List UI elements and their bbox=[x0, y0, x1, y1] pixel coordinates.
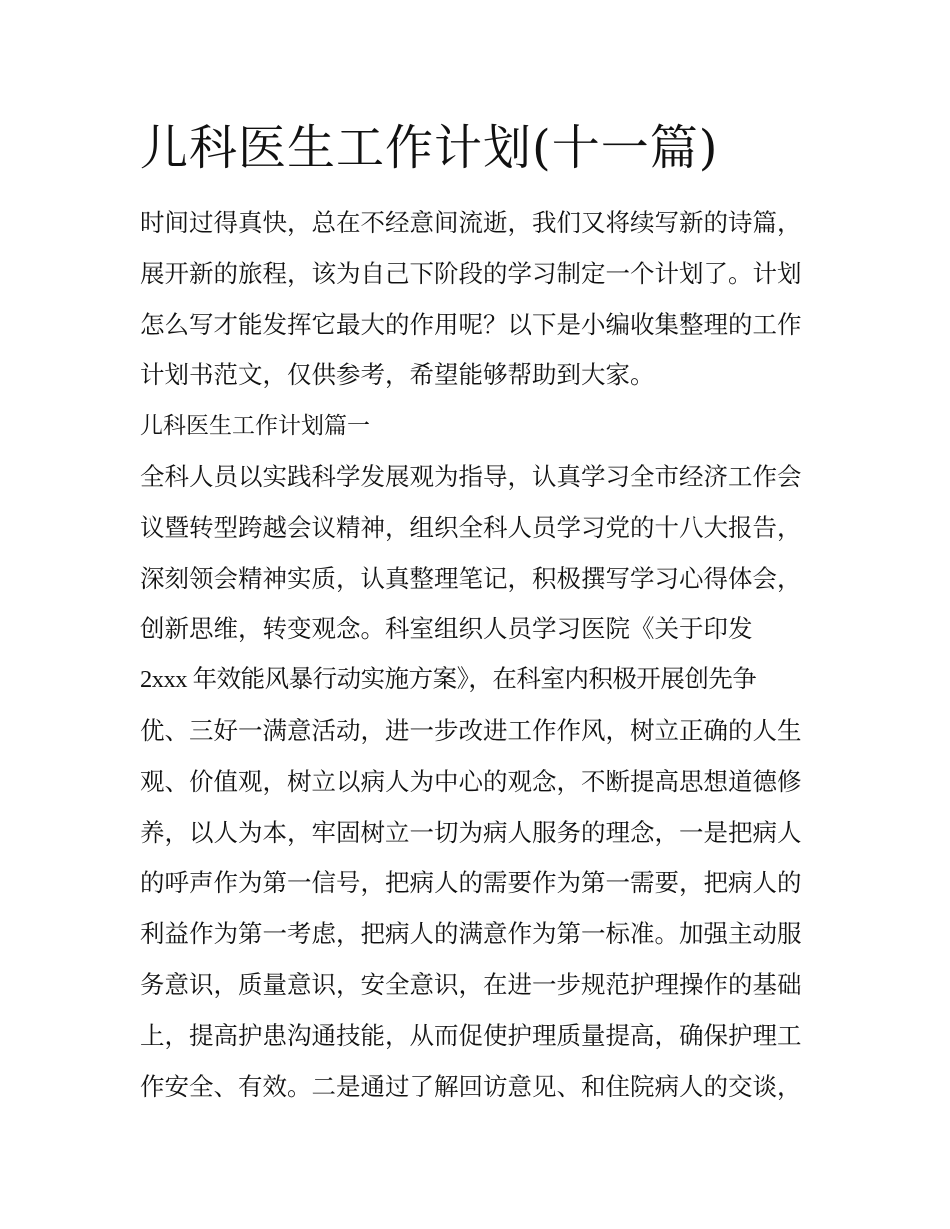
body-line-section-11: 务意识，质量意识，安全意识，在进一步规范护理操作的基础 bbox=[140, 969, 802, 999]
body-line-section-13: 作安全、有效。二是通过了解回访意见、和住院病人的交谈， bbox=[140, 1071, 802, 1101]
body-line-section-4: 创新思维，转变观念。科室组织人员学习医院《关于印发 bbox=[140, 614, 753, 644]
body-line-intro-3: 怎么写才能发挥它最大的作用呢？以下是小编收集整理的工作 bbox=[140, 309, 802, 339]
body-line-section-9: 的呼声作为第一信号，把病人的需要作为第一需要，把病人的 bbox=[140, 868, 802, 898]
body-line-intro-2: 展开新的旅程，该为自己下阶段的学习制定一个计划了。计划 bbox=[140, 258, 802, 288]
body-line-section-2: 议暨转型跨越会议精神，组织全科人员学习党的十八大报告， bbox=[140, 512, 802, 542]
section-heading-1: 儿科医生工作计划篇一 bbox=[140, 413, 370, 440]
body-line-intro-1: 时间过得真快，总在不经意间流逝，我们又将续写新的诗篇， bbox=[140, 208, 802, 237]
body-line-section-8: 养，以人为本，牢固树立一切为病人服务的理念，一是把病人 bbox=[140, 817, 802, 847]
body-line-intro-4: 计划书范文，仅供参考，希望能够帮助到大家。 bbox=[140, 360, 655, 390]
body-line-section-6: 优、三好一满意活动，进一步改进工作作风，树立正确的人生 bbox=[140, 715, 802, 745]
body-line-section-1: 全科人员以实践科学发展观为指导，认真学习全市经济工作会 bbox=[140, 461, 802, 491]
body-line-section-10: 利益作为第一考虑，把病人的满意作为第一标准。加强主动服 bbox=[140, 919, 802, 949]
body-line-section-12: 上，提高护患沟通技能，从而促使护理质量提高，确保护理工 bbox=[140, 1020, 802, 1050]
body-line-section-3: 深刻领会精神实质，认真整理笔记，积极撰写学习心得体会， bbox=[140, 563, 802, 593]
document-title: 儿科医生工作计划(十一篇) bbox=[140, 120, 719, 176]
body-line-section-7: 观、价值观，树立以病人为中心的观念，不断提高思想道德修 bbox=[140, 766, 802, 796]
document-body bbox=[140, 198, 830, 1112]
body-line-section-5: 2xxx 年效能风暴行动实施方案》，在科室内积极开展创先争 bbox=[140, 666, 757, 694]
